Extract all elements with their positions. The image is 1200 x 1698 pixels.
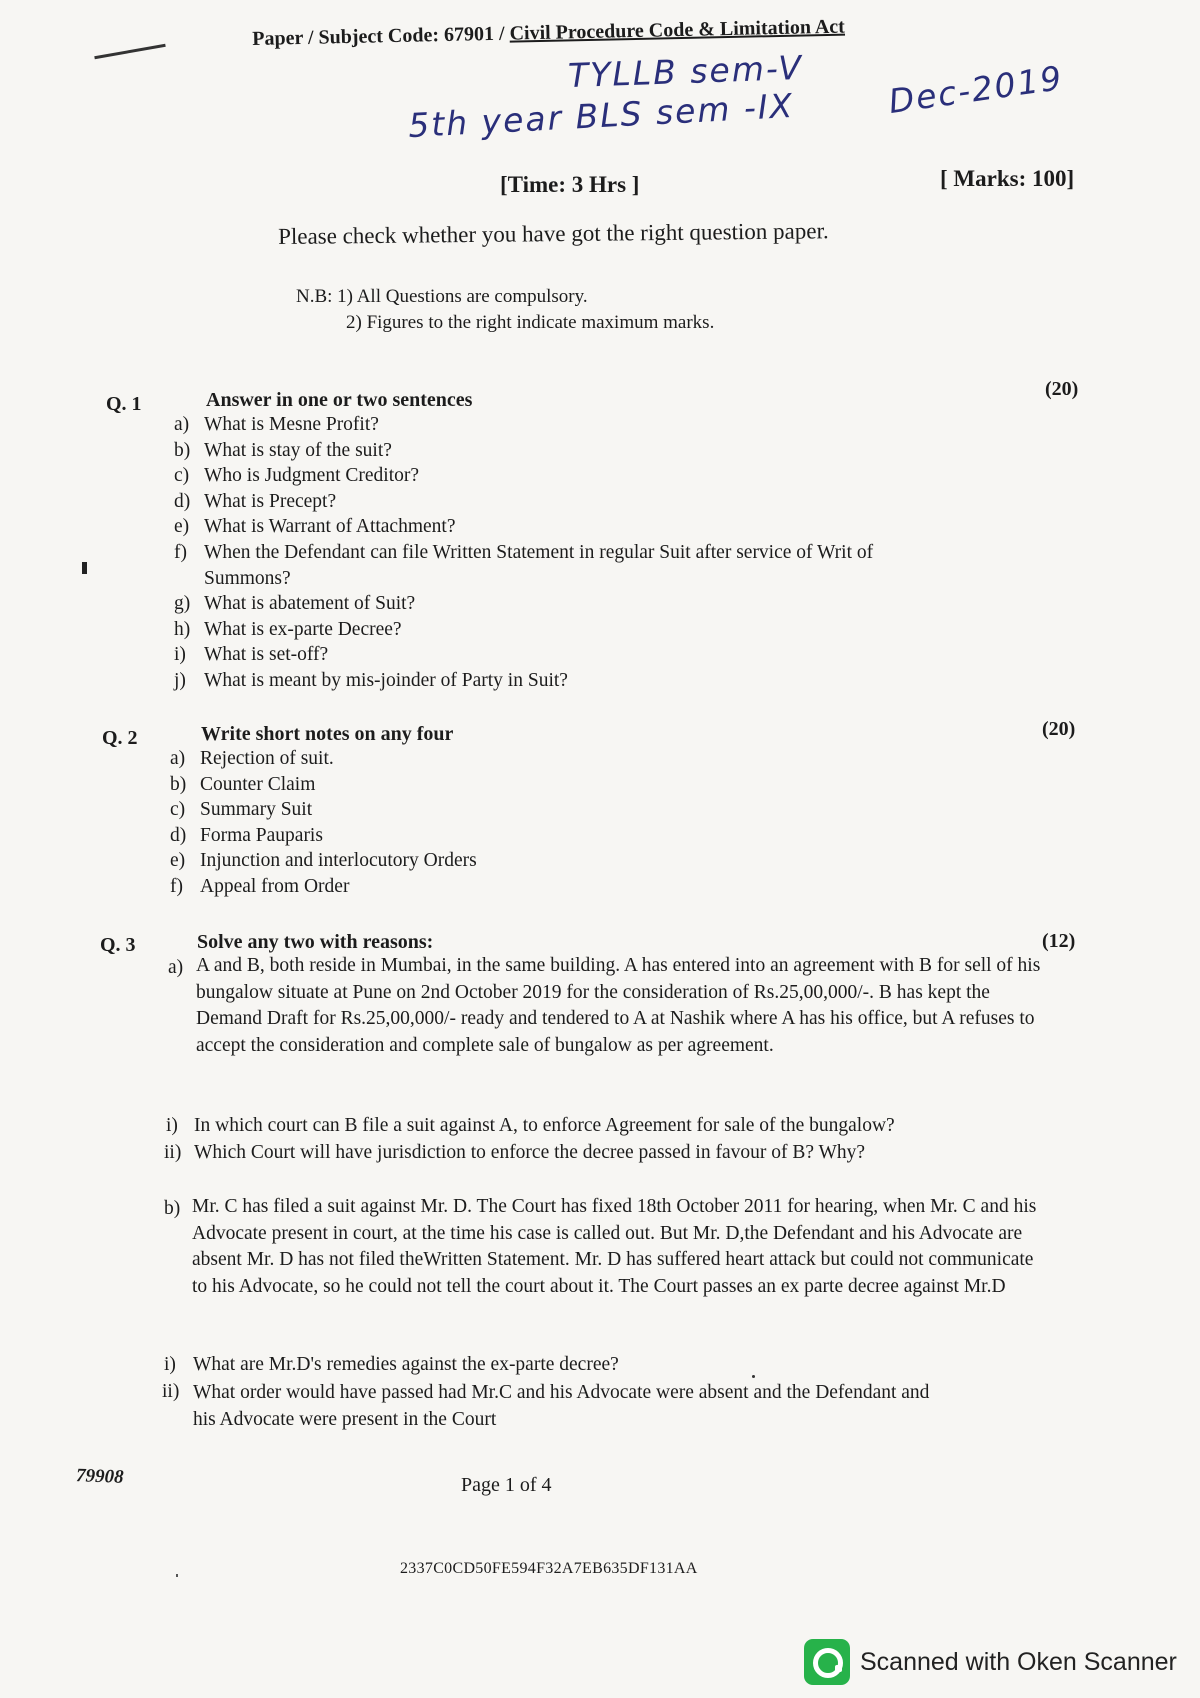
q3-number: Q. 3 bbox=[100, 934, 136, 956]
q3a-label: a) bbox=[168, 957, 184, 978]
q1-item bbox=[174, 440, 873, 466]
q1-number: Q. 1 bbox=[106, 393, 142, 415]
q1-item-text: What is ex-parte Decree? bbox=[204, 618, 402, 640]
q1-item bbox=[174, 568, 873, 594]
q1-item-label: e) bbox=[174, 516, 190, 538]
q2-item-label: e) bbox=[170, 850, 186, 871]
q3-marks: (12) bbox=[1042, 930, 1076, 952]
q3b-text: Mr. C has filed a suit against Mr. D. The Court has fixed 18th October 2011 for hearing, when Mr. C and his Advocate present in court, at the time his case is called out. But Mr. D,the Defendant and his Advocate are absent Mr. D has not filed theWritten Statement. Mr. D has suffered heart attack but could not communicate to his Advocate, so he could not tell the court about it. The Court passes an ex parte decree against Mr.D bbox=[192, 1196, 1037, 1297]
q2-item bbox=[170, 774, 477, 800]
margin-mark bbox=[82, 562, 87, 574]
q3a-sub-1-label: i) bbox=[166, 1115, 178, 1136]
q3b-label: b) bbox=[164, 1198, 181, 1219]
q3b-sub-2-label: ii) bbox=[162, 1381, 180, 1402]
q1-item-label: j) bbox=[174, 669, 186, 691]
paper-code: Paper / Subject Code: 67901 / bbox=[252, 22, 505, 50]
q1-item-label: a) bbox=[174, 414, 190, 435]
q1-item bbox=[174, 465, 873, 491]
q2-item-text: Forma Pauparis bbox=[200, 824, 323, 846]
q2-item bbox=[170, 799, 477, 825]
q3a-text: A and B, both reside in Mumbai, in the same building. A has entered into an agreement with B for sell of his bungalow situate at Pune on 2nd October 2019 for the consideration of Rs.25,00,000/-. B has kept the Demand Draft for Rs.25,00,000/- ready and tendered to A at Nashik where A has his office, but A refuses to accept the consideration and complete sale of bungalow as per agreement. bbox=[196, 955, 1041, 1056]
q3-heading: Solve any two with reasons: bbox=[197, 931, 434, 953]
paper-header bbox=[252, 16, 845, 51]
q1-item-text: What is set-off? bbox=[204, 644, 329, 666]
q1-marks: (20) bbox=[1045, 378, 1079, 400]
q2-item-label: f) bbox=[170, 875, 183, 897]
oken-scanner-logo-icon bbox=[804, 1639, 850, 1685]
q1-item-label: g) bbox=[174, 593, 191, 615]
nb-line-1: N.B: 1) All Questions are compulsory. bbox=[296, 286, 588, 307]
q1-item bbox=[174, 516, 873, 542]
q1-heading: Answer in one or two sentences bbox=[206, 389, 473, 411]
q1-item-text: What is Precept? bbox=[204, 490, 337, 512]
q1-item bbox=[174, 593, 873, 619]
q3a-sub-2: Which Court will have jurisdiction to enforce the decree passed in favour of B? Why? bbox=[194, 1142, 866, 1163]
handwritten-date: Dec-2019 bbox=[886, 57, 1066, 122]
q1-item bbox=[174, 491, 873, 517]
q1-item bbox=[174, 670, 873, 696]
q1-item bbox=[174, 542, 873, 568]
speck bbox=[752, 1375, 755, 1378]
q2-marks: (20) bbox=[1042, 718, 1076, 740]
q2-number: Q. 2 bbox=[102, 727, 138, 749]
paper-hash: 2337C0CD50FE594F32A7EB635DF131AA bbox=[400, 1560, 698, 1577]
q1-item bbox=[174, 414, 873, 440]
scanner-text: Scanned with Oken Scanner bbox=[860, 1647, 1177, 1676]
check-note: Please check whether you have got the right question paper. bbox=[278, 218, 829, 249]
subject-title: Civil Procedure Code & Limitation Act bbox=[509, 15, 846, 45]
q2-item-text: Appeal from Order bbox=[200, 875, 350, 897]
q1-item-label: d) bbox=[174, 490, 191, 512]
q1-item-text: What is abatement of Suit? bbox=[204, 593, 416, 615]
q1-item-label: i) bbox=[174, 644, 186, 666]
q2-item bbox=[170, 748, 477, 774]
q2-list bbox=[170, 748, 477, 901]
q2-item-text: Rejection of suit. bbox=[200, 748, 334, 769]
q1-item-label: h) bbox=[174, 618, 191, 640]
q1-item-label: b) bbox=[174, 439, 191, 461]
exam-marks: [ Marks: 100] bbox=[940, 166, 1075, 191]
q1-list bbox=[174, 414, 873, 696]
q2-item-label: d) bbox=[170, 824, 187, 846]
q2-item-text: Counter Claim bbox=[200, 773, 316, 795]
scanner-watermark bbox=[804, 1638, 1177, 1686]
q1-item-label: c) bbox=[174, 465, 190, 487]
q3b-sub-1-label: i) bbox=[164, 1354, 176, 1375]
speck bbox=[176, 1574, 178, 1577]
q1-item-label: f) bbox=[174, 541, 187, 563]
q1-item-text: What is meant by mis-joinder of Party in Suit? bbox=[204, 669, 568, 691]
q1-item-text: When the Defendant can file Written Statement in regular Suit after service of Writ of bbox=[204, 541, 874, 563]
q2-item bbox=[170, 876, 477, 902]
q1-item-text: What is Mesne Profit? bbox=[204, 414, 379, 435]
q2-heading: Write short notes on any four bbox=[201, 723, 454, 745]
q1-item-text: What is stay of the suit? bbox=[204, 439, 392, 461]
q2-item-label: b) bbox=[170, 773, 187, 795]
q2-item-label: c) bbox=[170, 799, 186, 820]
q1-item-text: What is Warrant of Attachment? bbox=[204, 516, 456, 538]
nb-line-2: 2) Figures to the right indicate maximum marks. bbox=[346, 312, 715, 333]
q3b-sub-1: What are Mr.D's remedies against the ex-parte decree? bbox=[193, 1354, 619, 1375]
q1-item-text: Summons? bbox=[204, 567, 291, 589]
q2-item bbox=[170, 850, 477, 876]
q2-item bbox=[170, 825, 477, 851]
q3a-sub-1: In which court can B file a suit against A, to enforce Agreement for sale of the bungalow? bbox=[194, 1115, 895, 1136]
q3b-sub-2: What order would have passed had Mr.C and his Advocate were absent and the Defendant and his Advocate were present in the Court bbox=[193, 1382, 930, 1430]
footer-code: 79908 bbox=[75, 1465, 124, 1488]
q1-item bbox=[174, 619, 873, 645]
pen-mark bbox=[94, 44, 165, 59]
q2-item-text: Injunction and interlocutory Orders bbox=[200, 850, 477, 871]
q1-item-text: Who is Judgment Creditor? bbox=[204, 465, 420, 487]
handwritten-course: TYLLB sem-V bbox=[567, 47, 804, 96]
page-number: Page 1 of 4 bbox=[461, 1474, 552, 1496]
exam-time: [Time: 3 Hrs ] bbox=[500, 172, 640, 197]
q2-item-label: a) bbox=[170, 748, 186, 769]
handwritten-year: 5th year BLS sem -IX bbox=[407, 85, 796, 146]
q3a-sub-2-label: ii) bbox=[164, 1142, 182, 1163]
q2-item-text: Summary Suit bbox=[200, 799, 313, 820]
q1-item bbox=[174, 644, 873, 670]
